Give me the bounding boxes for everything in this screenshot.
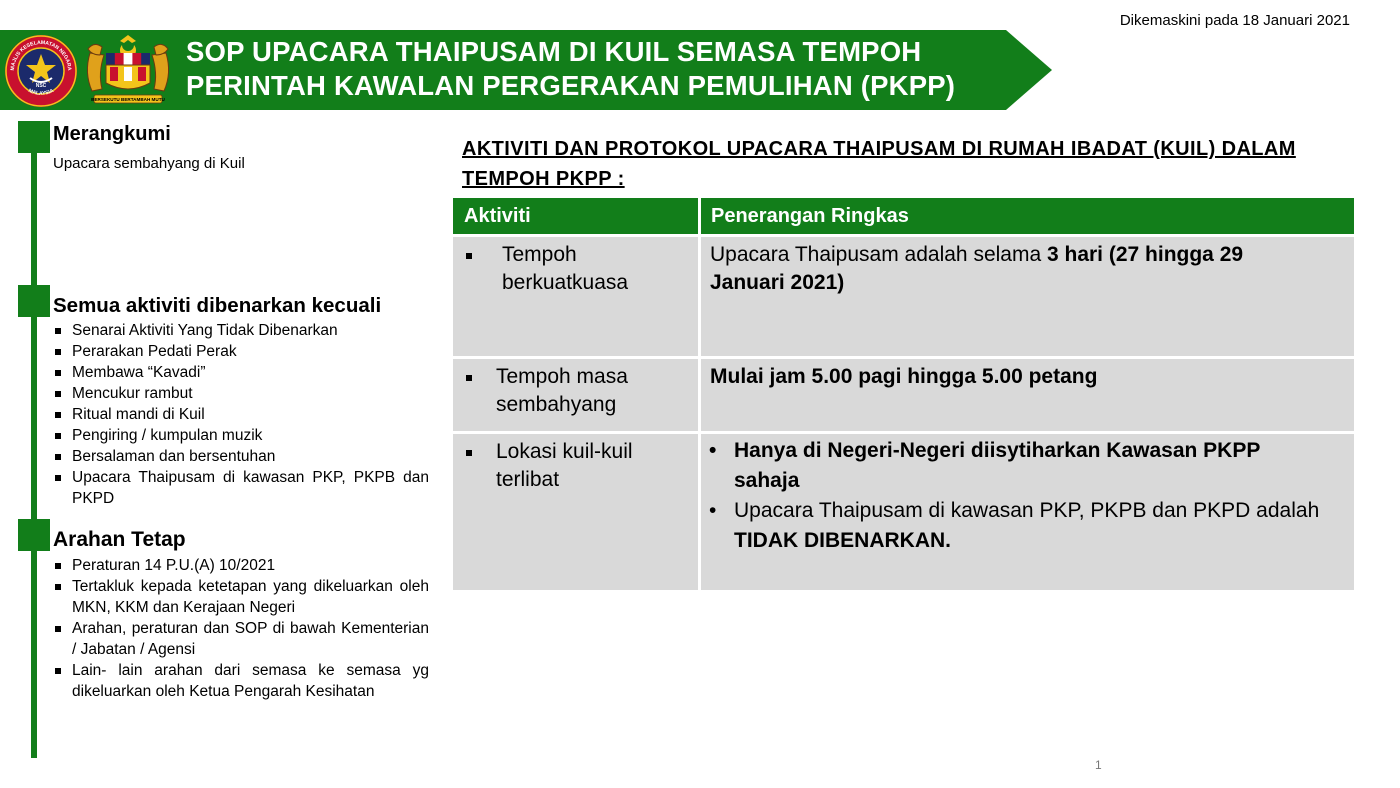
description-text: Upacara Thaipusam adalah selama 3 hari (27 hingga 29 Januari 2021): [710, 243, 1244, 294]
except-heading: Semua aktiviti dibenarkan kecuali: [53, 294, 382, 317]
description-cell: [701, 434, 1354, 590]
table-row: [453, 237, 1354, 356]
col-activity-header: Aktiviti: [464, 205, 531, 227]
table-header-cell: [453, 198, 698, 234]
description-text: Mulai jam 5.00 pagi hingga 5.00 petang: [710, 365, 1098, 388]
section-marker-summary: [18, 121, 50, 153]
activity-cell: [453, 237, 698, 356]
orders-heading: Arahan Tetap: [53, 528, 186, 551]
summary-heading: Merangkumi: [53, 123, 171, 145]
page-title: [186, 35, 955, 103]
list-item: Peraturan 14 P.U.(A) 10/2021: [53, 555, 429, 576]
list-item: • Hanya di Negeri-Negeri diisytiharkan Kawasan PKPP sahaja: [701, 436, 1321, 496]
updated-date-text: Dikemaskini pada 18 Januari 2021: [1119, 12, 1350, 29]
col-description-header: Penerangan Ringkas: [711, 205, 909, 227]
title-line-2: PERINTAH KAWALAN PERGERAKAN PEMULIHAN (PKPP): [186, 70, 956, 101]
list-item: Arahan, peraturan dan SOP di bawah Kementerian / Jabatan / Agensi: [53, 618, 429, 660]
activity-cell: [453, 434, 698, 590]
table-header-row: [453, 198, 1354, 234]
section-marker-orders: [18, 519, 50, 551]
list-item: Pengiring / kumpulan muzik: [53, 425, 429, 446]
activity-cell: [453, 359, 698, 431]
title-line-1: SOP UPACARA THAIPUSAM DI KUIL SEMASA TEMPOH: [186, 36, 922, 67]
description-points: [701, 436, 1321, 556]
description-cell: [701, 237, 1354, 356]
section-marker-except: [18, 285, 50, 317]
list-item: • Upacara Thaipusam di kawasan PKP, PKPB dan PKPD adalah TIDAK DIBENARKAN.: [701, 496, 1321, 556]
table-row: [453, 359, 1354, 431]
list-item: Perarakan Pedati Perak: [53, 341, 429, 362]
svg-text:NSC: NSC: [35, 83, 47, 89]
svg-text:MAJLIS KESELAMATAN NEGARA: MAJLIS KESELAMATAN NEGARA: [9, 39, 73, 71]
nsc-logo: [4, 34, 78, 108]
main-heading: [462, 134, 1296, 194]
bullet-icon: [466, 375, 472, 381]
summary-text: Upacara sembahyang di Kuil: [53, 155, 245, 172]
list-item: Senarai Aktiviti Yang Tidak Dibenarkan: [53, 320, 429, 341]
timeline-line: [31, 124, 37, 758]
except-list: [53, 320, 429, 509]
coat-of-arms-logo: [80, 33, 176, 109]
svg-text:MALAYSIA: MALAYSIA: [27, 88, 55, 97]
bullet-icon: [466, 450, 472, 456]
list-item: Mencukur rambut: [53, 383, 429, 404]
page-number: 1: [1095, 758, 1102, 772]
table-row: [453, 434, 1354, 590]
activity-text: Tempoh berkuatkuasa: [502, 243, 629, 294]
list-item: Tertakluk kepada ketetapan yang dikeluarkan oleh MKN, KKM dan Kerajaan Negeri: [53, 576, 429, 618]
list-item: Bersalaman dan bersentuhan: [53, 446, 429, 467]
bullet-icon: [466, 253, 472, 259]
main-heading-line-2: TEMPOH PKPP :: [462, 168, 625, 190]
svg-text:BERSEKUTU BERTAMBAH MUTU: BERSEKUTU BERTAMBAH MUTU: [91, 97, 165, 102]
description-cell: [701, 359, 1354, 431]
table-header-cell: [701, 198, 1354, 234]
list-item: Lain- lain arahan dari semasa ke semasa yg dikeluarkan oleh Ketua Pengarah Kesihatan: [53, 660, 429, 702]
orders-list: [53, 555, 429, 702]
main-heading-line-1: AKTIVITI DAN PROTOKOL UPACARA THAIPUSAM DI RUMAH IBADAT (KUIL) DALAM: [462, 138, 1296, 160]
activity-text: Tempoh masa sembahyang: [496, 365, 628, 416]
list-item: Membawa “Kavadi”: [53, 362, 429, 383]
list-item: Upacara Thaipusam di kawasan PKP, PKPB dan PKPD: [53, 467, 429, 509]
activity-text: Lokasi kuil-kuil terlibat: [496, 440, 633, 491]
list-item: Ritual mandi di Kuil: [53, 404, 429, 425]
